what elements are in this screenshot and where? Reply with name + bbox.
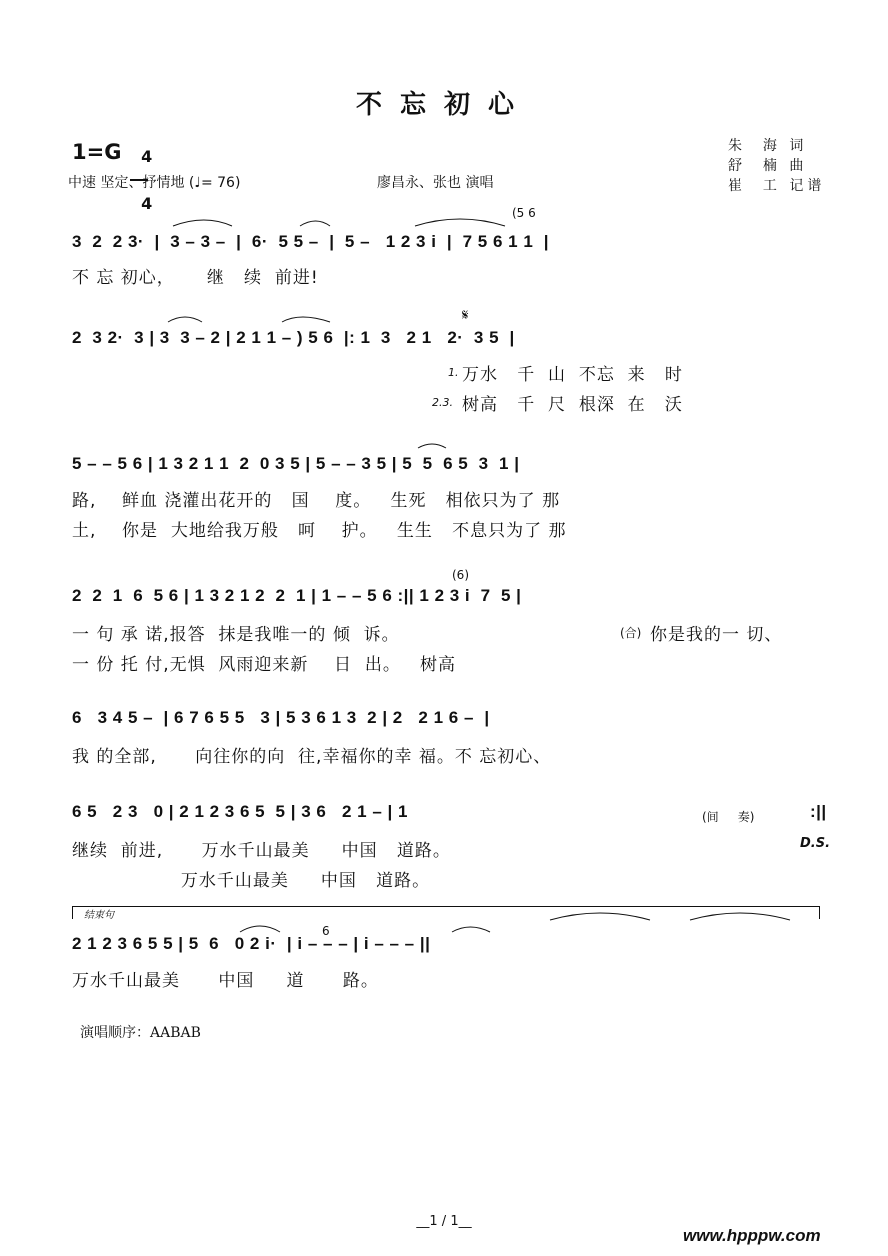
lyric-line: 路, 鲜血 浇灌出花开的 国 度。 生死 相依只为了 那	[72, 491, 561, 511]
interlude-label: (间 奏)	[702, 810, 755, 824]
chorus-marker: (合)	[620, 626, 642, 640]
lyric-line: 一 份 托 付,无惧 风雨迎来新 日 出。 树高	[72, 655, 457, 675]
notation-row-4: 2 2 1 6 5 6 | 1 3 2 1 2 2 1 | 1 – – 5 6 :|| 1 2 3 i 7 5 |	[72, 586, 522, 605]
lyric-line: 土, 你是 大地给我万般 呵 护。 生生 不息只为了 那	[72, 521, 567, 541]
grace-note: 6	[322, 924, 330, 938]
time-sig-bottom: 4	[141, 194, 153, 213]
key-signature: 1=G	[72, 140, 122, 164]
performers: 廖昌永、张也 演唱	[377, 175, 494, 191]
credit-composer: 舒 楠 曲	[728, 158, 808, 174]
grace-note: (6)	[452, 568, 469, 582]
ending-label: 结束句	[84, 910, 114, 921]
lyric-line: 一 句 承 诺,报答 抹是我唯一的 倾 诉。	[72, 625, 400, 645]
notation-row-3: 5 – – 5 6 | 1 3 2 1 1 2 0 3 5 | 5 – – 3 5 | 5 5 6 5 3 1 |	[72, 454, 520, 473]
ending-marker-2: 2.3.	[432, 396, 453, 409]
repeat-end-barline: :||	[810, 802, 827, 821]
lyric-line: 你是我的一 切、	[650, 625, 783, 645]
lyric-line: 万水千山最美 中国 道路。	[72, 871, 431, 891]
ending-marker-1: 1.	[448, 366, 459, 379]
lyric-line: 树高 千 尺 根深 在 沃	[462, 395, 683, 415]
lyric-line: 万水千山最美 中国 道 路。	[72, 971, 379, 991]
dal-segno-marker: D.S.	[800, 836, 831, 851]
grace-note: (5 6	[512, 206, 536, 220]
website-watermark: www.hpppw.com	[683, 1226, 821, 1245]
notation-row-7: 2 1 2 3 6 5 5 | 5 6 0 2 i· | i – – – | i – – – ||	[72, 934, 431, 953]
lyric-line: 我 的全部, 向往你的向 往,幸福你的幸 福。不 忘初心、	[72, 747, 552, 767]
tempo-marking: 中速 坚定、抒情地 (♩= 76)	[68, 175, 241, 191]
credit-lyricist: 朱 海 词	[728, 138, 808, 154]
time-sig-top: 4	[141, 147, 153, 166]
credit-transcriber: 崔 工 记谱	[728, 178, 826, 194]
segno-icon: 𝄋	[462, 306, 469, 324]
notation-row-2: 2 3 2· 3 | 3 3 – 2 | 2 1 1 – ) 5 6 |: 1 3 2 1 2· 3 5 |	[72, 328, 515, 347]
lyric-line: 继续 前进, 万水千山最美 中国 道路。	[72, 841, 451, 861]
singing-order: 演唱顺序：AABAB	[80, 1025, 201, 1041]
lyric-line: 万水 千 山 不忘 来 时	[462, 365, 683, 385]
notation-row-6: 6 5 2 3 0 | 2 1 2 3 6 5 5 | 3 6 2 1 – | 1	[72, 802, 408, 821]
lyric-line: 不 忘 初心， 继 续 前进!	[72, 268, 319, 288]
page-number: __1 / 1__	[416, 1214, 472, 1229]
notation-row-5: 6 3 4 5 – | 6 7 6 5 5 3 | 5 3 6 1 3 2 | 2 2 1 6 – |	[72, 708, 490, 727]
song-title: 不忘初心	[355, 90, 532, 120]
notation-row-1: 3 2 2 3· | 3 – 3 – | 6· 5 5 – | 5 – 1 2 3 i | 7 5 6 1 1 |	[72, 232, 549, 251]
